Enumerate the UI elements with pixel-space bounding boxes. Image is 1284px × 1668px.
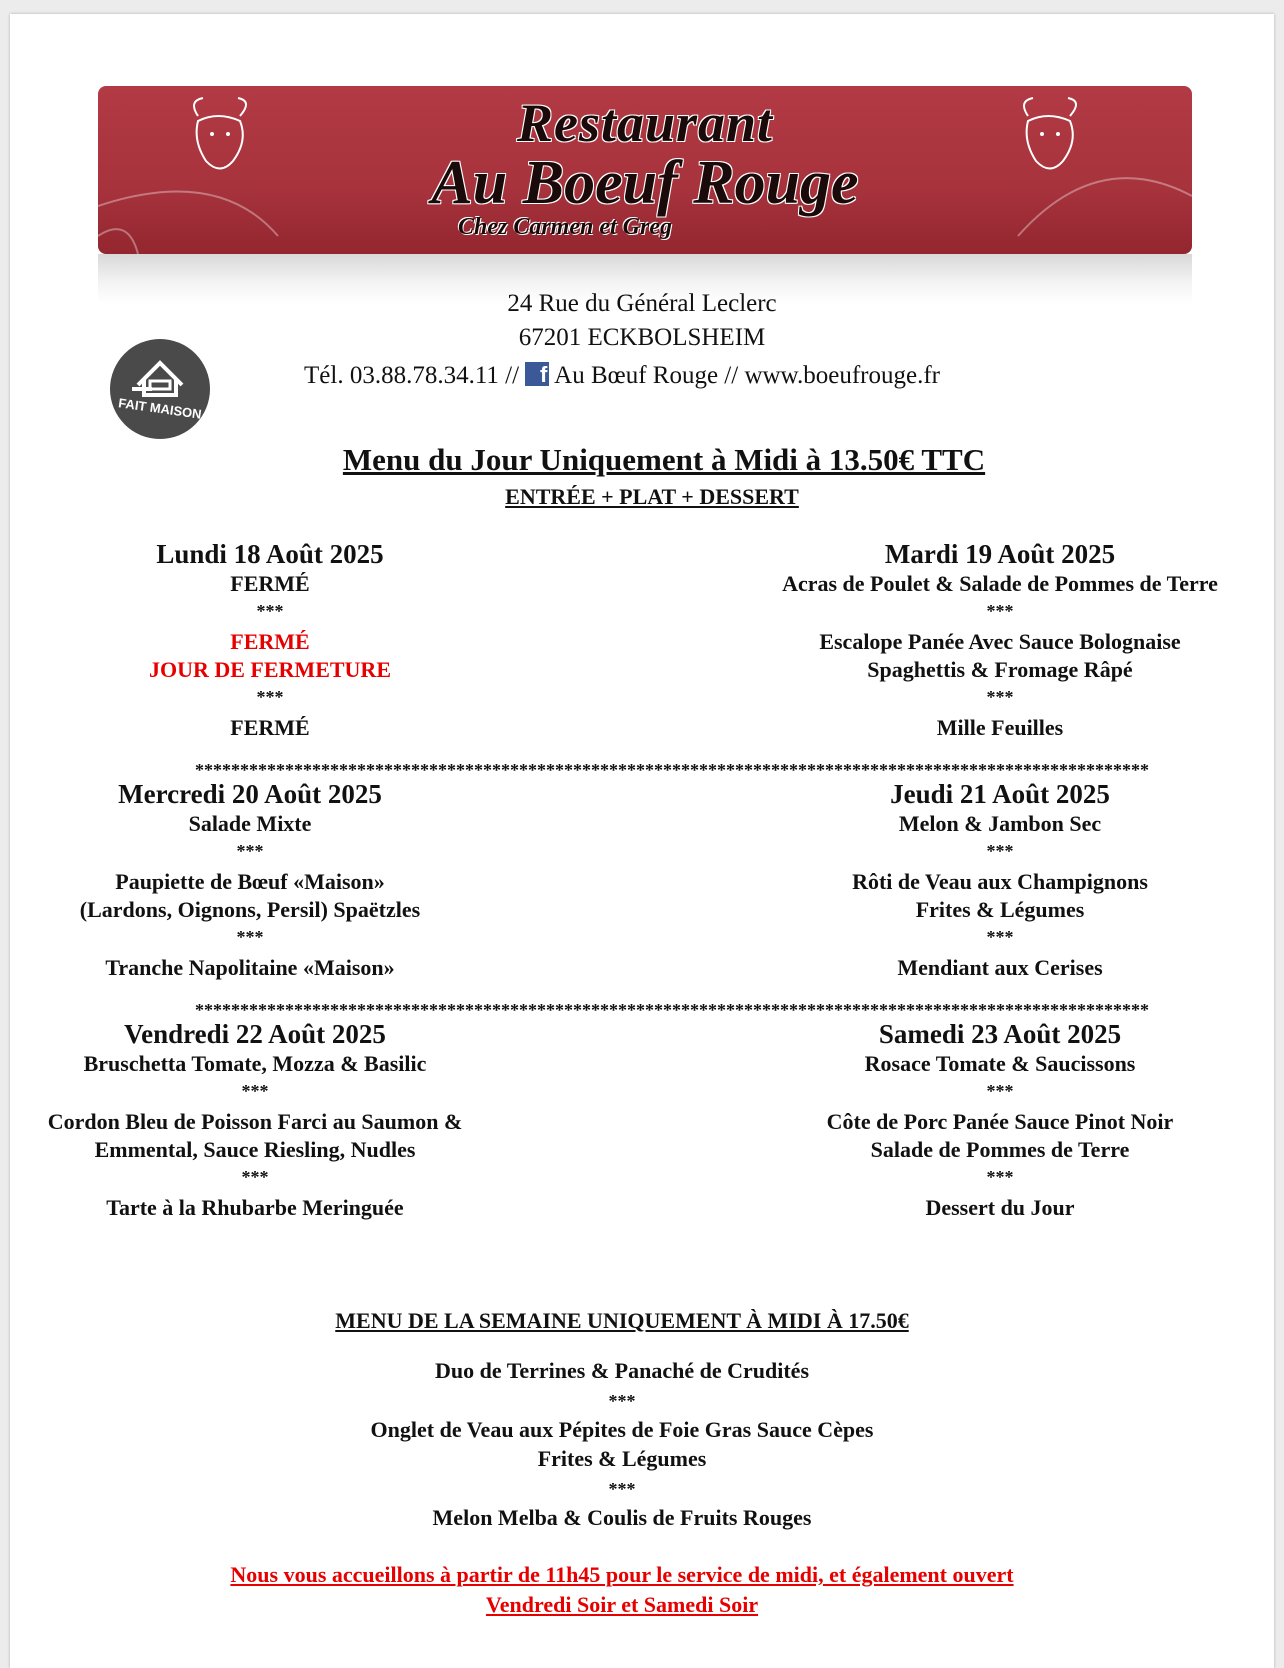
course-separator: *** [986, 927, 1014, 947]
day-monday [50, 538, 490, 742]
course-separator: *** [986, 687, 1014, 707]
main-course-side: (Lardons, Oignons, Persil) Spaëtzles [79, 897, 421, 922]
day-title: Mardi 19 Août 2025 [884, 539, 1116, 569]
closure-note: JOUR DE FERMETURE [148, 657, 391, 682]
course-separator: *** [256, 687, 284, 707]
dessert: Dessert du Jour [925, 1195, 1075, 1220]
course-separator: *** [236, 927, 264, 947]
banner-subtitle: Chez Carmen et Greg [457, 214, 672, 240]
address-city: 67201 ECKBOLSHEIM [518, 324, 766, 351]
course-separator: *** [986, 1167, 1014, 1187]
day-saturday [730, 1018, 1270, 1222]
course-separator: *** [241, 1081, 269, 1101]
starter: Acras de Poulet & Salade de Pommes de Terre [782, 571, 1218, 596]
day-title: Jeudi 21 Août 2025 [890, 779, 1110, 809]
main-course-side: Frites & Légumes [915, 897, 1085, 922]
week-dessert: Melon Melba & Coulis de Fruits Rouges [432, 1505, 812, 1530]
main-course: Cordon Bleu de Poisson Farci au Saumon & [47, 1109, 463, 1134]
week-main-course-side: Frites & Légumes [537, 1446, 707, 1471]
address-street: 24 Rue du Général Leclerc [507, 290, 777, 317]
main-course: FERMÉ [230, 629, 310, 654]
restaurant-banner [98, 86, 1192, 254]
week-main-course: Onglet de Veau aux Pépites de Foie Gras Sauce Cèpes [370, 1417, 874, 1442]
main-course-side: Spaghettis & Fromage Râpé [867, 657, 1133, 682]
row-separator: ********************************************************************************************************** [195, 1000, 1149, 1020]
fait-maison-label: FAIT MAISON [117, 395, 203, 422]
starter: Melon & Jambon Sec [898, 811, 1102, 836]
facebook-icon[interactable]: f [525, 362, 549, 386]
fait-maison-badge [110, 339, 210, 439]
main-course: Escalope Panée Avec Sauce Bolognaise [819, 629, 1181, 654]
main-course: Paupiette de Bœuf «Maison» [115, 869, 385, 894]
dessert: FERMÉ [230, 715, 310, 740]
day-thursday [730, 778, 1270, 982]
course-separator: *** [608, 1391, 636, 1411]
week-menu-title: MENU DE LA SEMAINE UNIQUEMENT À MIDI À 17.50€ [335, 1308, 909, 1333]
course-separator: *** [986, 1081, 1014, 1101]
facebook-link[interactable]: Au Bœuf Rouge // www.boeufrouge.fr [554, 362, 940, 389]
menu-page [10, 14, 1274, 1668]
opening-notice-evenings: Vendredi Soir et Samedi Soir [485, 1592, 759, 1617]
day-title: Lundi 18 Août 2025 [156, 539, 384, 569]
row-separator: ********************************************************************************************************** [195, 760, 1149, 780]
starter: FERMÉ [230, 571, 310, 596]
course-separator: *** [986, 841, 1014, 861]
day-tuesday [730, 538, 1270, 742]
course-separator: *** [608, 1479, 636, 1499]
dessert: Mendiant aux Cerises [897, 955, 1103, 980]
banner-title-name: Au Boeuf Rouge [431, 149, 859, 217]
dessert: Tranche Napolitaine «Maison» [105, 955, 395, 980]
starter: Rosace Tomate & Saucissons [864, 1051, 1136, 1076]
course-separator: *** [236, 841, 264, 861]
opening-notice: Nous vous accueillons à partir de 11h45 pour le service de midi, et également ouvert [230, 1562, 1014, 1587]
dessert: Mille Feuilles [936, 715, 1064, 740]
week-starter: Duo de Terrines & Panaché de Crudités [435, 1358, 809, 1383]
main-course-side: Salade de Pommes de Terre [870, 1137, 1130, 1162]
starter: Bruschetta Tomate, Mozza & Basilic [83, 1051, 427, 1076]
day-friday [10, 1018, 500, 1222]
dessert: Tarte à la Rhubarbe Meringuée [106, 1195, 404, 1220]
day-title: Mercredi 20 Août 2025 [118, 779, 382, 809]
menu-title: Menu du Jour Uniquement à Midi à 13.50€ TTC [342, 442, 986, 477]
menu-subtitle: ENTRÉE + PLAT + DESSERT [505, 484, 799, 509]
main-course: Côte de Porc Panée Sauce Pinot Noir [826, 1109, 1174, 1134]
course-separator: *** [241, 1167, 269, 1187]
main-course-side: Emmental, Sauce Riesling, Nudles [94, 1137, 416, 1162]
course-separator: *** [986, 601, 1014, 621]
day-wednesday [30, 778, 470, 982]
banner-title-restaurant: Restaurant [516, 93, 774, 153]
phone-text: Tél. 03.88.78.34.11 // [304, 362, 520, 389]
day-title: Vendredi 22 Août 2025 [124, 1019, 386, 1049]
course-separator: *** [256, 601, 284, 621]
day-title: Samedi 23 Août 2025 [878, 1019, 1122, 1049]
main-course: Rôti de Veau aux Champignons [852, 869, 1148, 894]
starter: Salade Mixte [188, 811, 312, 836]
